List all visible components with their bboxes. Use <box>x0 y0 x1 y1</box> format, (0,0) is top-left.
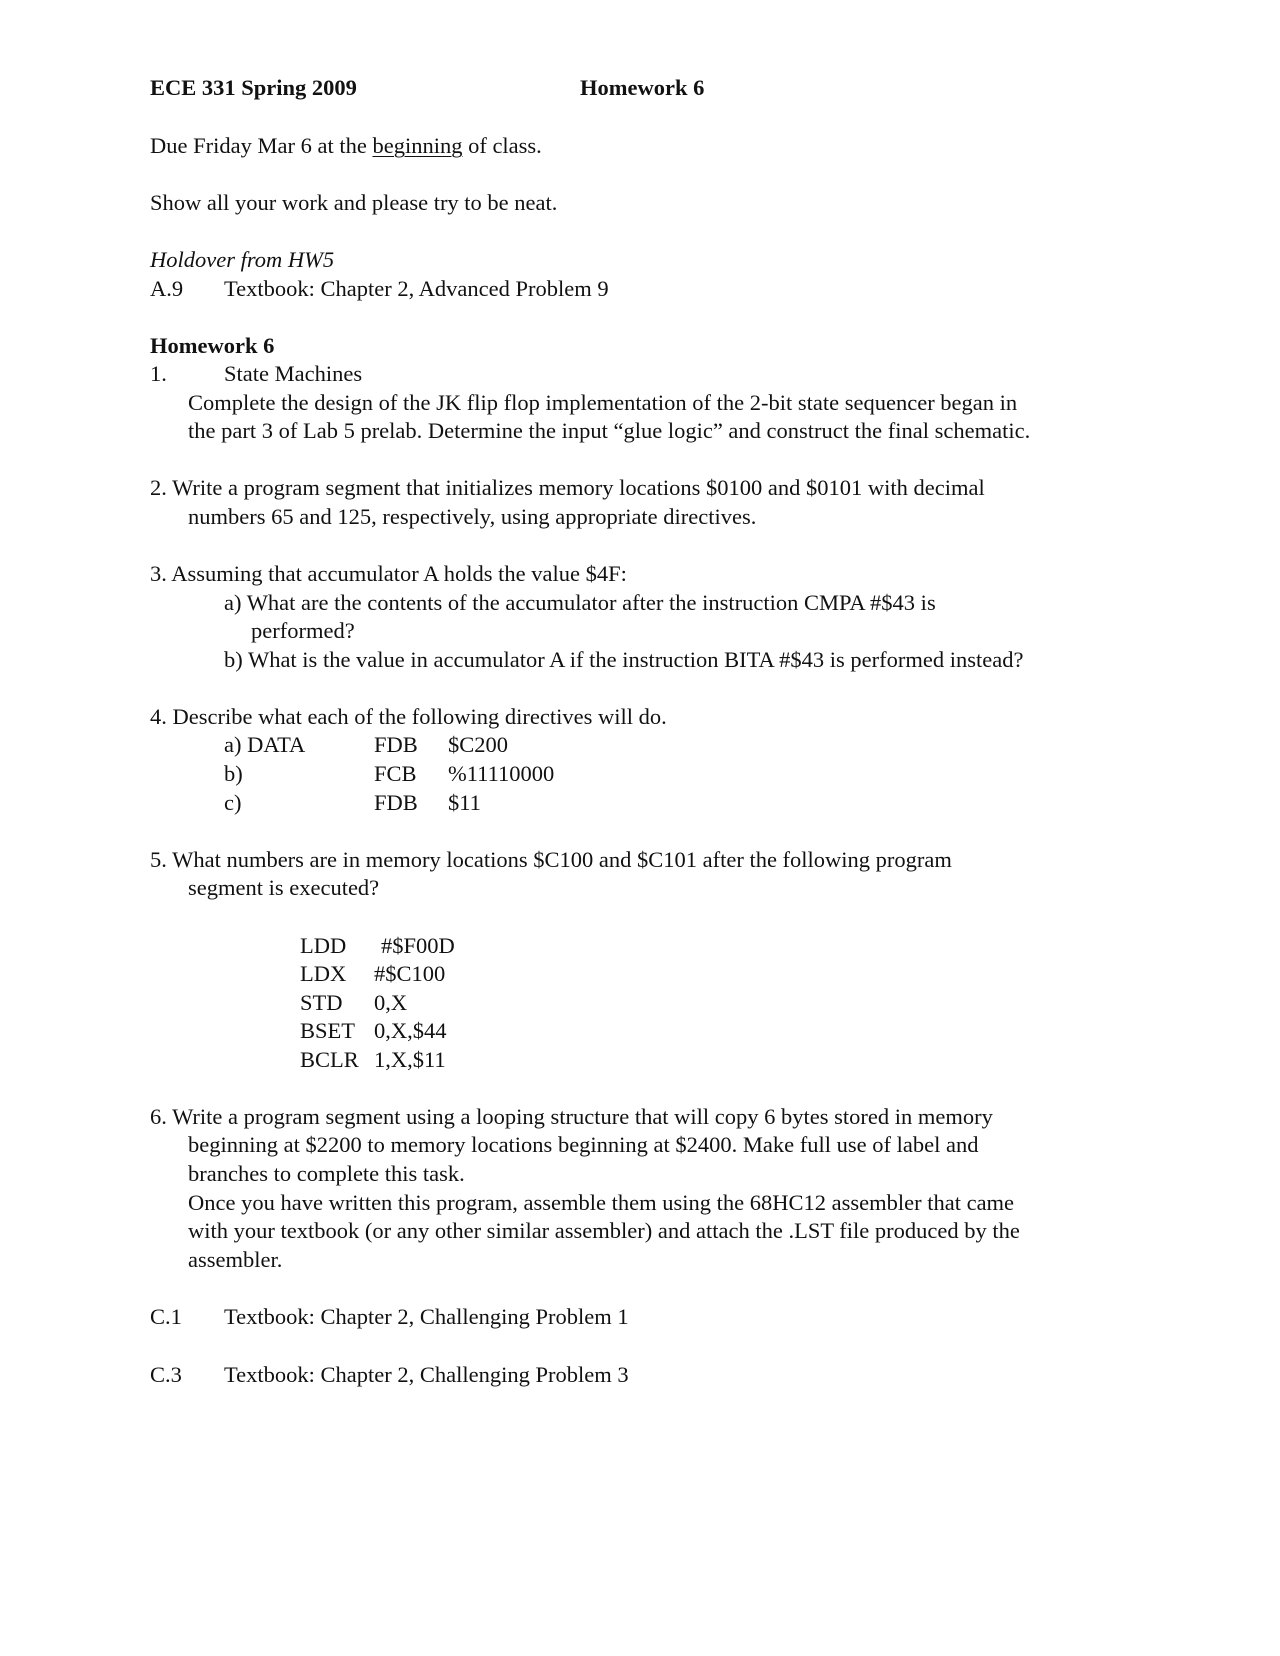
q6-line-2: beginning at $2200 to memory locations beginning at $2400. Make full use of label and <box>188 1132 979 1157</box>
code-op-1: LDD <box>300 933 347 958</box>
course-title: ECE 331 Spring 2009 <box>150 75 357 100</box>
q4-row-a-arg: $C200 <box>448 732 509 757</box>
challenging-2-label: C.3 <box>150 1362 182 1387</box>
code-op-4: BSET <box>300 1018 356 1043</box>
holdover-text: Textbook: Chapter 2, Advanced Problem 9 <box>224 276 609 301</box>
code-op-2: LDX <box>300 961 347 986</box>
q4-row-c-label: c) <box>224 790 242 815</box>
due-suffix: of class. <box>462 133 542 158</box>
due-emphasis: beginning <box>372 133 463 158</box>
code-arg-3: 0,X <box>374 990 408 1015</box>
q6-line-5: with your textbook (or any other similar assembler) and attach the .LST file produced by the <box>188 1218 1020 1243</box>
holdover-heading: Holdover from HW5 <box>150 247 335 272</box>
q3-a-line-2: performed? <box>251 618 355 643</box>
q4-row-b-label: b) <box>224 761 243 786</box>
q3-stem: 3. Assuming that accumulator A holds the value $4F: <box>150 561 627 586</box>
q4-stem: 4. Describe what each of the following directives will do. <box>150 704 667 729</box>
q5-line-2: segment is executed? <box>188 875 380 900</box>
q4-row-b-op: FCB <box>374 761 417 786</box>
q3-a-line-1: a) What are the contents of the accumulator after the instruction CMPA #$43 is <box>224 590 936 615</box>
q4-row-c-op: FDB <box>374 790 418 815</box>
q6-line-6: assembler. <box>188 1247 283 1272</box>
q4-row-a-op: FDB <box>374 732 418 757</box>
due-prefix: Due Friday Mar 6 at the <box>150 133 373 158</box>
q3-b: b) What is the value in accumulator A if the instruction BITA #$43 is performed instead? <box>224 647 1024 672</box>
code-arg-2: #$C100 <box>374 961 446 986</box>
q1-title: State Machines <box>224 361 363 386</box>
challenging-1-label: C.1 <box>150 1304 182 1329</box>
challenging-2-text: Textbook: Chapter 2, Challenging Problem 3 <box>224 1362 629 1387</box>
code-arg-5: 1,X,$11 <box>374 1047 446 1072</box>
document-title: Homework 6 <box>580 75 705 100</box>
holdover-label: A.9 <box>150 276 184 301</box>
instructions: Show all your work and please try to be neat. <box>150 190 558 215</box>
code-op-5: BCLR <box>300 1047 359 1072</box>
due-line <box>150 132 542 160</box>
q6-line-4: Once you have written this program, assemble them using the 68HC12 assembler that came <box>188 1190 1015 1215</box>
q6-line-1: 6. Write a program segment using a looping structure that will copy 6 bytes stored in memory <box>150 1104 993 1129</box>
q6-line-3: branches to complete this task. <box>188 1161 465 1186</box>
q1-number: 1. <box>150 361 167 386</box>
q2-line-2: numbers 65 and 125, respectively, using appropriate directives. <box>188 504 757 529</box>
code-arg-1: #$F00D <box>381 933 455 958</box>
hw6-heading: Homework 6 <box>150 333 275 358</box>
q4-row-a-label: a) DATA <box>224 732 306 757</box>
code-op-3: STD <box>300 990 343 1015</box>
q1-line-2: the part 3 of Lab 5 prelab. Determine the input “glue logic” and construct the final schematic. <box>188 418 1031 443</box>
q4-row-b-arg: %11110000 <box>448 761 555 786</box>
code-arg-4: 0,X,$44 <box>374 1018 447 1043</box>
q2-line-1: 2. Write a program segment that initializes memory locations $0100 and $0101 with decimal <box>150 475 985 500</box>
q1-line-1: Complete the design of the JK flip flop implementation of the 2-bit state sequencer began in <box>188 390 1018 415</box>
q4-row-c-arg: $11 <box>448 790 481 815</box>
q5-line-1: 5. What numbers are in memory locations $C100 and $C101 after the following program <box>150 847 952 872</box>
challenging-1-text: Textbook: Chapter 2, Challenging Problem 1 <box>224 1304 629 1329</box>
